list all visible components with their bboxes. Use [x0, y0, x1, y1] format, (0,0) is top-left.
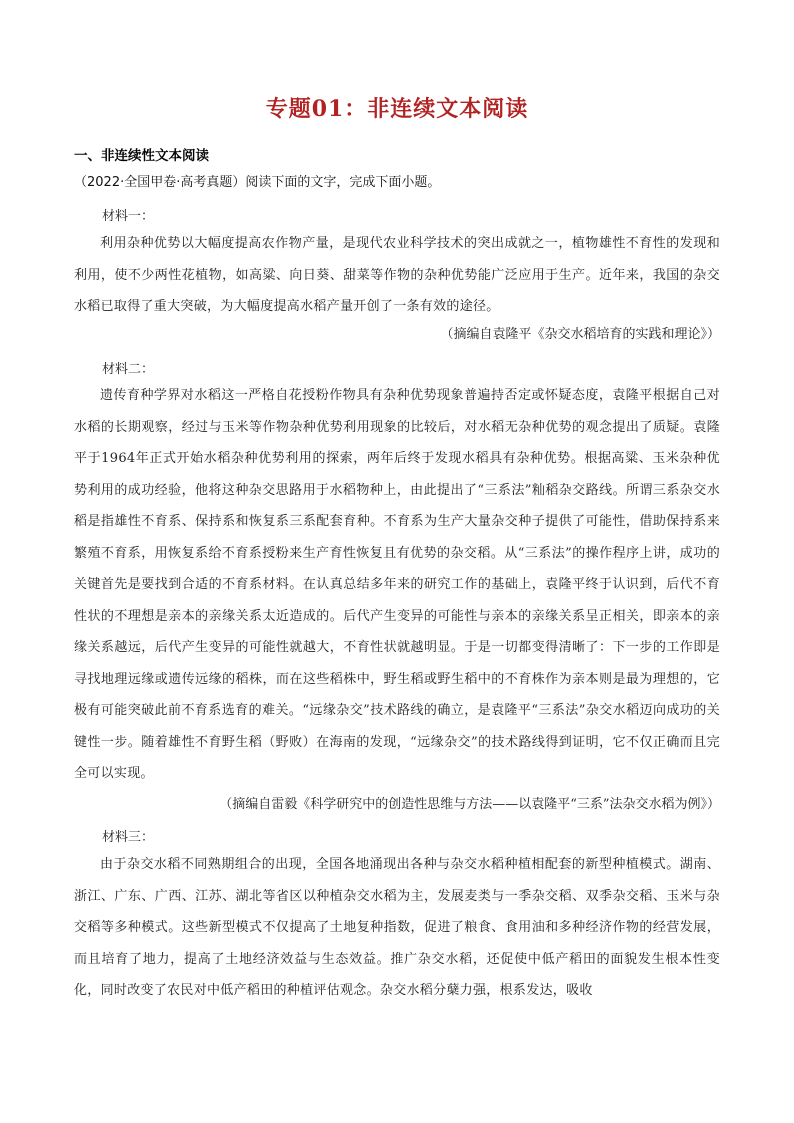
- section-heading: 一、非连续性文本阅读: [74, 148, 209, 164]
- material-1-text: 利用杂种优势以大幅度提高农作物产量，是现代农业科学技术的突出成就之一，植物雄性不育性的发现和利用，使不少两性花植物，如高粱、向日葵、甜菜等作物的杂种优势能广泛应用于生产。近年来，我国的杂交水稻已取得了重大突破，为大幅度提高水稻产量开创了一条有效的途径。: [74, 236, 720, 314]
- material-2-citation: （摘编自雷毅《科学研究中的创造性思维与方法——以袁隆平“三系”法杂交水稻为例》）: [219, 797, 720, 812]
- question-source: （2022·全国甲卷·高考真题）阅读下面的文字，完成下面小题。: [74, 175, 441, 190]
- material-1-label: 材料一：: [102, 209, 155, 224]
- page-title: 专题01：非连续文本阅读: [265, 96, 529, 122]
- material-2-label: 材料二：: [102, 362, 155, 377]
- material-3-label: 材料三：: [102, 830, 155, 845]
- material-3-text: 由于杂交水稻不同熟期组合的出现，全国各地涌现出各种与杂交水稻种植相配套的新型种植模式。湖南、浙江、广东、广西、江苏、湖北等省区以种植杂交水稻为主，发展麦类与一季杂交稻、双季杂交稻、玉米与杂交稻等多种模式。这些新型模式不仅提高了土地复种指数，促进了粮食、食用油和多种经济作物的经营发展，而且培育了地力，提高了土地经济效益与生态效益。推广杂交水稻，还促使中低产稻田的面貌发生根本性变化，同时改变了农民对中低产稻田的种植评估观念。杂交水稻分蘖力强，根系发达，吸收: [74, 857, 720, 998]
- material-2-text: 遗传育种学界对水稻这一严格自花授粉作物具有杂种优势现象普遍持否定或怀疑态度，袁隆平根据自己对水稻的长期观察，经过与玉米等作物杂种优势利用现象的比较后，对水稻无杂种优势的观念提出了质疑。袁隆平于1964年正式开始水稻杂种优势利用的探索，两年后终于发现水稻具有杂种优势。根据高粱、玉米杂种优势利用的成功经验，他将这种杂交思路用于水稻物种上，由此提出了“三系法”籼稻杂交路线。所谓三系杂交水稻是指雄性不育系、保持系和恢复系三系配套育种。不育系为生产大量杂交种子提供了可能性，借助保持系来繁殖不育系，用恢复系给不育系授粉来生产育性恢复且有优势的杂交稻。从“三系法”的操作程序上讲，成功的关键首先是要找到合适的不育系材料。在认真总结多年来的研究工作的基础上，袁隆平终于认识到，后代不育性状的不理想是亲本的亲缘关系太近造成的。后代产生变异的可能性与亲本的亲缘关系呈正相关，即亲本的亲缘关系越远，后代产生变异的可能性就越大，不育性状就越明显。于是一切都变得清晰了：下一步的工作即是寻找地理远缘或遗传远缘的稻株，而在这些稻株中，野生稻或野生稻中的不育株作为亲本则是最为理想的，它极有可能突破此前不育系选育的难关。“远缘杂交”技术路线的确立，是袁隆平“三系法”杂交水稻迈向成功的关键性一步。随着雄性不育野生稻（野败）在海南的发现，“远缘杂交”的技术路线得到证明，它不仅正确而且完全可以实现。: [74, 388, 720, 781]
- material-1-citation: （摘编自袁隆平《杂交水稻培育的实践和理论》）: [440, 327, 720, 342]
